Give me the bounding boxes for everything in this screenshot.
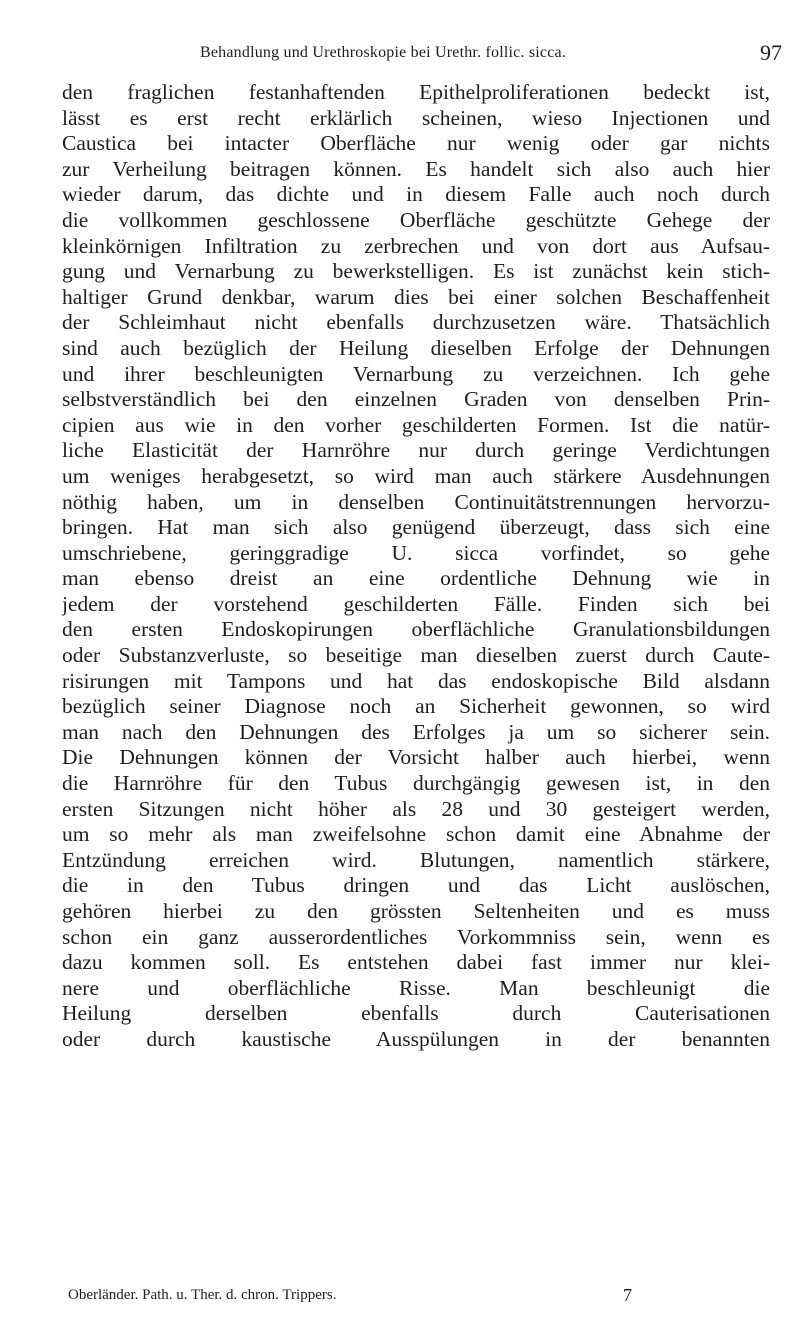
text-line: dazu kommen soll. Es entstehen dabei fast immer nur klei-: [62, 950, 770, 975]
text-line: haltiger Grund denkbar, warum dies bei einer solchen Beschaffenheit: [62, 284, 770, 309]
text-line: man ebenso dreist an eine ordentliche Dehnung wie in: [62, 566, 770, 591]
text-line: den fraglichen festanhaftenden Epithelproliferationen bedeckt ist,: [62, 80, 770, 104]
text-line: nöthig haben, um in denselben Continuitätstrennungen hervorzu-: [62, 489, 770, 514]
text-line: kleinkörnigen Infiltration zu zerbrechen und von dort aus Aufsau-: [62, 233, 770, 258]
text-line: die vollkommen geschlossene Oberfläche geschützte Gehege der: [62, 207, 770, 232]
text-line: umschriebene, geringgradige U. sicca vorfindet, so gehe: [62, 540, 770, 565]
text-line: schon ein ganz ausserordentliches Vorkommniss sein, wenn es: [62, 924, 770, 949]
text-line: cipien aus wie in den vorher geschilderten Formen. Ist die natür-: [62, 412, 770, 437]
text-line: gehören hierbei zu den grössten Seltenheiten und es muss: [62, 899, 770, 923]
text-line: selbstverständlich bei den einzelnen Graden von denselben Prin-: [62, 387, 770, 412]
text-line: Caustica bei intacter Oberfläche nur wenig oder gar nichts: [62, 131, 770, 156]
text-line: oder durch kaustische Ausspülungen in der benannten: [62, 1026, 770, 1051]
text-line: Entzündung erreichen wird. Blutungen, namentlich stärkere,: [62, 847, 770, 872]
printer-signature: Oberländer. Path. u. Ther. d. chron. Trippers.: [68, 1287, 337, 1303]
text-line: die Harnröhre für den Tubus durchgängig gewesen ist, in den: [62, 771, 770, 796]
page-number: 97: [760, 40, 782, 65]
text-line: wieder darum, das dichte und in diesem Falle auch noch durch: [62, 182, 770, 207]
text-line: liche Elasticität der Harnröhre nur durch geringe Verdichtungen: [62, 438, 770, 463]
text-line: man nach den Dehnungen des Erfolges ja um so sicherer sein.: [62, 719, 770, 744]
text-line: risirungen mit Tampons und hat das endoskopische Bild alsdann: [62, 668, 770, 693]
text-line: und ihrer beschleunigten Vernarbung zu verzeichnen. Ich gehe: [62, 361, 770, 386]
text-line: oder Substanzverluste, so beseitige man dieselben zuerst durch Caute-: [62, 643, 770, 668]
text-line: Heilung derselben ebenfalls durch Cauterisationen: [62, 1001, 770, 1026]
text-line: um so mehr als man zweifelsohne schon damit eine Abnahme der: [62, 822, 770, 847]
text-line: um weniges herabgesetzt, so wird man auch stärkere Ausdehnungen: [62, 463, 770, 488]
text-line: der Schleimhaut nicht ebenfalls durchzusetzen wäre. Thatsächlich: [62, 310, 770, 335]
body-text: [62, 80, 770, 1053]
text-line: gung und Vernarbung zu bewerkstelligen. Es ist zunächst kein stich-: [62, 259, 770, 284]
text-line: bezüglich seiner Diagnose noch an Sicherheit gewonnen, so wird: [62, 694, 770, 719]
running-title: Behandlung und Urethroskopie bei Urethr. follic. sicca.: [200, 44, 567, 61]
text-line: den ersten Endoskopirungen oberflächliche Granulationsbildungen: [62, 617, 770, 642]
sheet-number: 7: [623, 1285, 632, 1305]
text-line: zur Verheilung beitragen können. Es handelt sich also auch hier: [62, 156, 770, 181]
text-line: die in den Tubus dringen und das Licht auslöschen,: [62, 873, 770, 898]
text-line: sind auch bezüglich der Heilung dieselben Erfolge der Dehnungen: [62, 335, 770, 360]
text-line: jedem der vorstehend geschilderten Fälle. Finden sich bei: [62, 591, 770, 616]
text-line: bringen. Hat man sich also genügend überzeugt, dass sich eine: [62, 515, 770, 540]
text-line: lässt es erst recht erklärlich scheinen, wieso Injectionen und: [62, 105, 770, 130]
page-footer: [68, 1287, 708, 1311]
text-line: nere und oberflächliche Risse. Man beschleunigt die: [62, 975, 770, 1000]
text-line: Die Dehnungen können der Vorsicht halber auch hierbei, wenn: [62, 745, 770, 770]
text-line: ersten Sitzungen nicht höher als 28 und 30 gesteigert werden,: [62, 796, 770, 821]
